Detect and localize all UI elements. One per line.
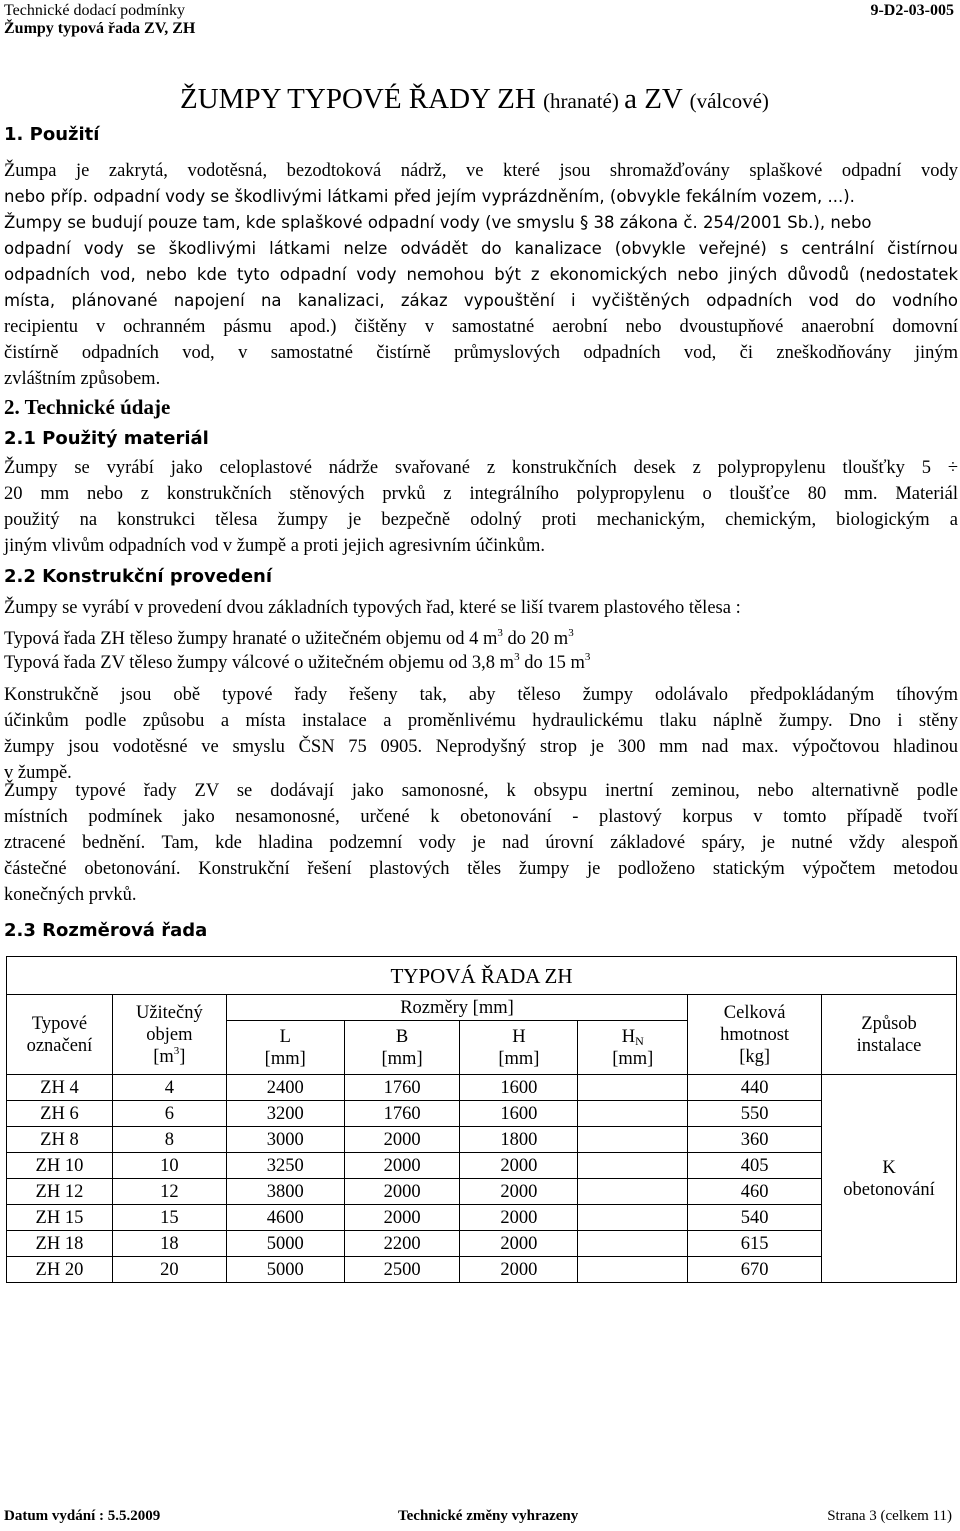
text-line: Žumpy typové řady ZV se dodávají jako samonosné, k obsypu inertní zeminou, nebo alternativně podle xyxy=(4,781,958,801)
cell-H: 1600 xyxy=(460,1075,578,1101)
cell-H: 2000 xyxy=(460,1231,578,1257)
text-line: místa, plánované napojení na kanalizaci, zákaz vypouštění i vyčištěných odpadních vod do vodního xyxy=(4,291,958,310)
cell-B: 2200 xyxy=(344,1231,460,1257)
cell-B: 2000 xyxy=(344,1153,460,1179)
cell-HN xyxy=(578,1257,688,1283)
page-header-left xyxy=(4,2,195,38)
cell-HN xyxy=(578,1153,688,1179)
type-zv-text: Typová řada ZV těleso žumpy válcové o užitečném objemu od 3,8 m xyxy=(4,653,515,673)
section-1-heading: 1. Použití xyxy=(4,124,100,145)
type-zh-text: Typová řada ZH těleso žumpy hranaté o užitečném objemu od 4 m xyxy=(4,629,498,649)
text-line: použitý na konstrukci tělesa žumpy je bezpečně odolný proti mechanickým, chemickým, biologickým a xyxy=(4,510,958,530)
header-H: H [mm] xyxy=(460,1021,578,1075)
cell-HN xyxy=(578,1179,688,1205)
cell-L: 5000 xyxy=(226,1257,344,1283)
cell-L: 5000 xyxy=(226,1231,344,1257)
text-line: 20 mm nebo z konstrukčních stěnových prvků z integrálního polypropylenu o tloušťce 80 mm. Materiál xyxy=(4,484,958,504)
text-line: odpadní vody se škodlivými látkami nelze odvádět do kanalizace (obvykle veřejné) s centrální čistírnou xyxy=(4,239,958,258)
cell-B: 2000 xyxy=(344,1205,460,1231)
text-line: odpadních vod, nebo kde tyto odpadní vody nemohou být z ekonomických nebo jiných důvodů (nedostatek xyxy=(4,265,958,284)
cell-mass: 460 xyxy=(688,1179,822,1205)
cell-L: 3000 xyxy=(226,1127,344,1153)
header-installation: Způsob instalace xyxy=(822,995,957,1075)
cell-type: ZH 12 xyxy=(7,1179,113,1205)
cell-H: 1800 xyxy=(460,1127,578,1153)
text-line: místních podmínek jako nesamonosné, určené k obetonování - plastový korpus v tomto případě tvoří xyxy=(4,807,958,827)
cell-mass: 405 xyxy=(688,1153,822,1179)
text-line: nebo příp. odpadní vody se škodlivými látkami před jejím vyprázdněním, (obvykle fekálním vozem, ...). xyxy=(4,187,855,206)
text-line: recipientu v ochranném pásmu apod.) čištěny v samostatné aerobní nebo dvoustupňové anaerobní domovní xyxy=(4,317,958,337)
table-row xyxy=(7,1127,957,1153)
text-line: Konstrukčně jsou obě typové řady řešeny tak, aby těleso žumpy odolávalo předpokládaným tíhovým xyxy=(4,685,958,705)
cell-B: 2000 xyxy=(344,1127,460,1153)
text-line: žumpy jsou vodotěsné ve smyslu ČSN 75 0905. Neprodyšný strop je 300 mm nad max. výpočtovou hladinou xyxy=(4,737,958,757)
header-L: L [mm] xyxy=(226,1021,344,1075)
cell-B: 1760 xyxy=(344,1101,460,1127)
cell-L: 3250 xyxy=(226,1153,344,1179)
cell-type: ZH 6 xyxy=(7,1101,113,1127)
footer-issue-date: Datum vydání : 5.5.2009 xyxy=(4,1508,161,1524)
cell-vol: 6 xyxy=(112,1101,226,1127)
table-row xyxy=(7,1075,957,1101)
cell-vol: 8 xyxy=(112,1127,226,1153)
document-title xyxy=(180,82,769,118)
text-line: konečných prvků. xyxy=(4,885,137,905)
superscript: 3 xyxy=(497,627,503,639)
cell-mass: 360 xyxy=(688,1127,822,1153)
cell-vol: 4 xyxy=(112,1075,226,1101)
type-zv-text-end: do 15 m xyxy=(519,653,585,673)
section-2-2-paragraph-1 xyxy=(4,682,958,786)
cell-vol: 20 xyxy=(112,1257,226,1283)
title-part-zv: a ZV xyxy=(624,83,690,115)
cell-vol: 18 xyxy=(112,1231,226,1257)
text-line: částečné obetonování. Konstrukční řešení plastových těles žumpy je podloženo statickým výpočtem metodou xyxy=(4,859,958,879)
text-line: v žumpě. xyxy=(4,763,72,783)
table-row xyxy=(7,1257,957,1283)
text-line: ztracené bednění. Tam, kde hladina podzemní vody je nad úrovní základové spáry, je nutné vždy alespoň xyxy=(4,833,958,853)
cell-HN xyxy=(578,1231,688,1257)
type-line-zv xyxy=(4,651,590,675)
cell-type: ZH 8 xyxy=(7,1127,113,1153)
text-line: čistírně odpadních vod, v samostatné čistírně průmyslových odpadních vod, či zneškodňovány jiným xyxy=(4,343,958,363)
cell-vol: 12 xyxy=(112,1179,226,1205)
header-type: Typové označení xyxy=(7,995,113,1075)
cell-L: 4600 xyxy=(226,1205,344,1231)
type-zh-text-end: do 20 m xyxy=(502,629,569,649)
cell-mass: 440 xyxy=(688,1075,822,1101)
header-doc-type: Technické dodací podmínky xyxy=(4,2,186,19)
cell-H: 2000 xyxy=(460,1257,578,1283)
section-2-2-paragraph-2 xyxy=(4,778,958,908)
cell-vol: 10 xyxy=(112,1153,226,1179)
section-2-1-text xyxy=(4,455,958,559)
cell-mass: 550 xyxy=(688,1101,822,1127)
cell-H: 1600 xyxy=(460,1101,578,1127)
text-line: účinkům podle způsobu a místa instalace a proměnlivému hydraulickému tlaku náplně žumpy. Dno i stěny xyxy=(4,711,958,731)
header-B: B [mm] xyxy=(344,1021,460,1075)
cell-H: 2000 xyxy=(460,1179,578,1205)
cell-mass: 540 xyxy=(688,1205,822,1231)
section-2-2-intro: Žumpy se vyrábí v provedení dvou základních typových řad, které se liší tvarem plastového tělesa : xyxy=(4,598,741,618)
footer-changes-note: Technické změny vyhrazeny xyxy=(398,1508,579,1524)
cell-type: ZH 18 xyxy=(7,1231,113,1257)
footer-page-number: Strana 3 (celkem 11) xyxy=(827,1508,952,1524)
cell-B: 2000 xyxy=(344,1179,460,1205)
section-2-3-heading: 2.3 Rozměrová řada xyxy=(4,920,208,941)
table-row xyxy=(7,1153,957,1179)
header-HN: $H_N$ [mm] xyxy=(578,1021,688,1075)
header-volume: Užitečný objem $[m^3]$ xyxy=(112,995,226,1075)
cell-L: 2400 xyxy=(226,1075,344,1101)
title-note-zh: (hranaté) xyxy=(543,89,625,113)
section-2-heading: 2. Technické údaje xyxy=(4,395,171,419)
cell-type: ZH 10 xyxy=(7,1153,113,1179)
cell-H: 2000 xyxy=(460,1153,578,1179)
superscript: 3 xyxy=(584,651,591,663)
title-part-zh: ŽUMPY TYPOVÉ ŘADY ZH xyxy=(180,83,544,115)
table-row xyxy=(7,1205,957,1231)
text-line: zvláštním způsobem. xyxy=(4,369,161,389)
superscript: 3 xyxy=(514,651,520,663)
table-row xyxy=(7,1179,957,1205)
text-line: Žumpy se budují pouze tam, kde splaškové odpadní vody (ve smyslu § 38 zákona č. 254/2001 Sb.), nebo xyxy=(4,213,872,232)
cell-B: 1760 xyxy=(344,1075,460,1101)
cell-HN xyxy=(578,1127,688,1153)
cell-L: 3800 xyxy=(226,1179,344,1205)
cell-HN xyxy=(578,1101,688,1127)
section-1-text xyxy=(4,158,958,392)
header-doc-subject: Žumpy typová řada ZV, ZH xyxy=(4,20,196,37)
table-row xyxy=(7,1231,957,1257)
text-line: jiným vlivům odpadních vod v žumpě a proti jejich agresivním účinkům. xyxy=(4,536,546,556)
cell-mass: 615 xyxy=(688,1231,822,1257)
cell-HN xyxy=(578,1205,688,1231)
cell-L: 3200 xyxy=(226,1101,344,1127)
dimension-table xyxy=(6,956,957,1283)
header-mass: Celková hmotnost [kg] xyxy=(688,995,822,1075)
table-row xyxy=(7,1101,957,1127)
header-dimensions: Rozměry [mm] xyxy=(226,995,687,1021)
cell-B: 2500 xyxy=(344,1257,460,1283)
cell-type: ZH 20 xyxy=(7,1257,113,1283)
title-note-zv: (válcové) xyxy=(689,89,769,113)
cell-HN xyxy=(578,1075,688,1101)
text-line: Žumpy se vyrábí jako celoplastové nádrže svařované z konstrukčních desek z polypropylenu tloušťky 5 ÷ xyxy=(4,458,958,478)
superscript: 3 xyxy=(568,627,574,639)
cell-type: ZH 4 xyxy=(7,1075,113,1101)
section-2-1-heading: 2.1 Použitý materiál xyxy=(4,428,209,449)
cell-mass: 670 xyxy=(688,1257,822,1283)
cell-H: 2000 xyxy=(460,1205,578,1231)
section-2-2-heading: 2.2 Konstrukční provedení xyxy=(4,566,273,587)
type-line-zh xyxy=(4,627,574,651)
text-line: Žumpa je zakrytá, vodotěsná, bezodtoková nádrž, ve které jsou shromažďovány splaškové odpadní vody xyxy=(4,161,958,181)
header-doc-number: 9-D2-03-005 xyxy=(870,2,954,19)
cell-installation: K obetonování xyxy=(822,1075,957,1283)
table-caption: TYPOVÁ ŘADA ZH xyxy=(7,957,957,995)
cell-vol: 15 xyxy=(112,1205,226,1231)
cell-type: ZH 15 xyxy=(7,1205,113,1231)
